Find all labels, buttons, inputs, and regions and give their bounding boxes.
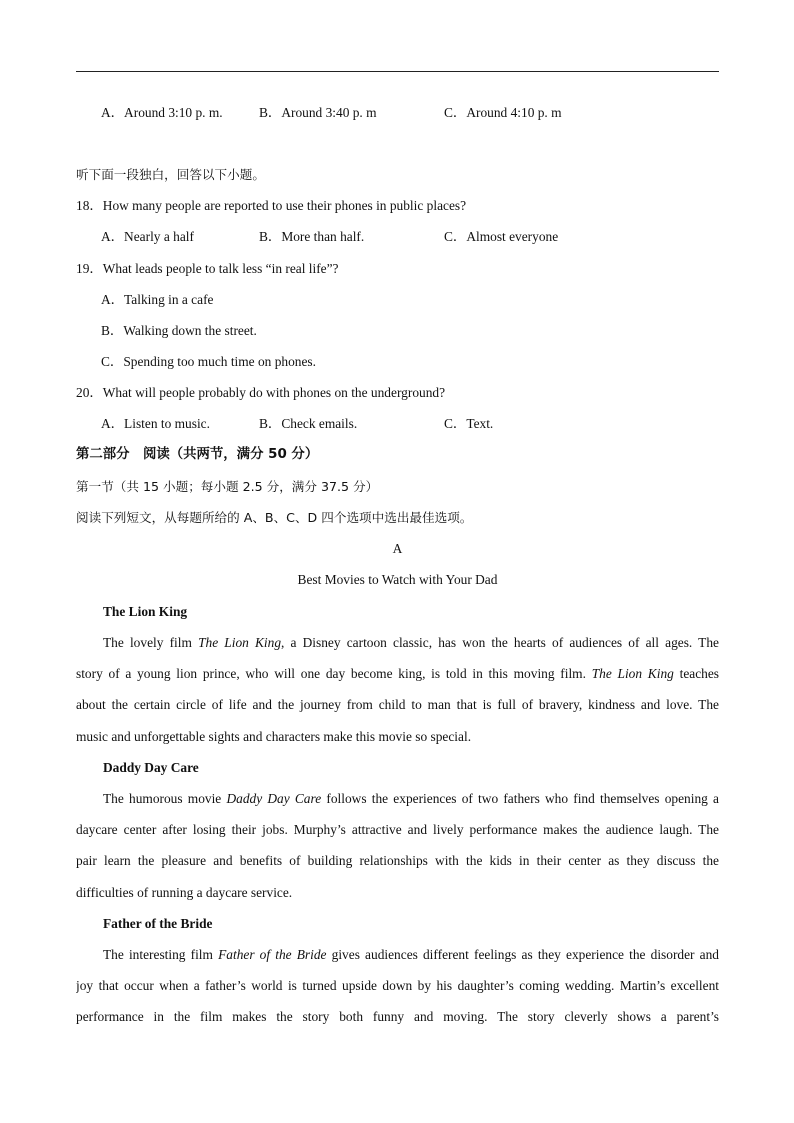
- text-run: The lovely film: [103, 635, 199, 650]
- q20-option-a: A．Listen to music.: [101, 416, 210, 431]
- paragraph-line: difficulties of running a daycare service.: [76, 884, 293, 900]
- text-run: , a Disney cartoon classic, has won the hearts of audiences of all ages. The: [281, 635, 719, 650]
- paragraph-line: daycare center after losing their jobs. Murphy’s attractive and lively performance makes the audience laugh. The: [76, 822, 719, 838]
- movie-heading-father-of-the-bride: Father of the Bride: [103, 916, 213, 931]
- movie-title-italic: The Lion King: [591, 666, 674, 682]
- text-run: gives audiences different feelings as they experience the disorder and: [326, 947, 719, 962]
- q17-option-c: C．Around 4:10 p. m: [444, 105, 562, 120]
- paragraph-line: pair learn the pleasure and benefits of building relationships with the kids in their center as they discuss the: [76, 853, 719, 869]
- header-rule: [76, 71, 719, 72]
- q20-option-c: C．Text.: [444, 416, 494, 431]
- part2-heading: 第二部分 阅读（共两节，满分 50 分）: [76, 447, 319, 462]
- q18-stem: 18．How many people are reported to use their phones in public places?: [76, 198, 467, 213]
- listening-instruction: 听下面一段独白，回答以下小题。: [76, 167, 265, 182]
- text-run: story of a young lion prince, who will one day become king, is told in this moving film.: [76, 666, 592, 682]
- reading-directions: 阅读下列短文，从每题所给的 A、B、C、D 四个选项中选出最佳选项。: [76, 510, 473, 525]
- q18-option-c: C．Almost everyone: [444, 229, 559, 244]
- passage-title: Best Movies to Watch with Your Dad: [297, 572, 498, 587]
- text-run: follows the experiences of two fathers who find themselves opening a: [321, 791, 719, 806]
- paragraph-line: [76, 790, 719, 821]
- passage-letter: A: [392, 541, 403, 556]
- q19-stem: 19．What leads people to talk less “in real life”?: [76, 261, 339, 276]
- paragraph-line: [76, 634, 719, 665]
- q17-option-b: B．Around 3:40 p. m: [259, 105, 377, 120]
- movie-title-italic: The Lion King: [198, 635, 282, 650]
- movie-title-italic: Daddy Day Care: [226, 791, 322, 806]
- paragraph-line: [76, 946, 719, 977]
- paragraph-line: performance in the film makes the story both funny and moving. The story cleverly shows a parent’s: [76, 1009, 719, 1025]
- text-run: The humorous movie: [103, 791, 227, 806]
- movie-heading-lion-king: The Lion King: [103, 604, 188, 619]
- movie-heading-daddy-day-care: Daddy Day Care: [103, 760, 199, 775]
- q18-option-b: B．More than half.: [259, 229, 365, 244]
- paragraph-line: about the certain circle of life and the journey from child to man that is full of bravery, kindness and love. The: [76, 697, 719, 713]
- q19-option-b-text: B．Walking down the street.: [101, 323, 257, 338]
- movie-title-italic: Father of the Bride: [218, 947, 327, 962]
- q19-option-c-text: C．Spending too much time on phones.: [101, 354, 316, 369]
- paragraph-line: [76, 665, 719, 696]
- paragraph-lion-king: [76, 634, 719, 759]
- q17-option-a: A．Around 3:10 p. m.: [101, 105, 223, 120]
- paragraph-line: music and unforgettable sights and characters make this movie so special.: [76, 728, 472, 744]
- section1-heading: 第一节（共 15 小题；每小题 2.5 分，满分 37.5 分）: [76, 479, 379, 494]
- paragraph-line: joy that occur when a father’s world is turned upside down by his daughter’s coming wedding. Martin’s excellent: [76, 978, 719, 994]
- text-run: teaches: [673, 666, 719, 682]
- q18-option-a: A．Nearly a half: [101, 229, 194, 244]
- q20-option-b: B．Check emails.: [259, 416, 358, 431]
- q19-option-a-text: A．Talking in a cafe: [101, 292, 214, 307]
- text-run: The interesting film: [103, 947, 219, 962]
- q20-stem: 20．What will people probably do with phones on the underground?: [76, 385, 446, 400]
- paragraph-father-of-the-bride: [76, 946, 719, 1040]
- paragraph-daddy-day-care: [76, 790, 719, 915]
